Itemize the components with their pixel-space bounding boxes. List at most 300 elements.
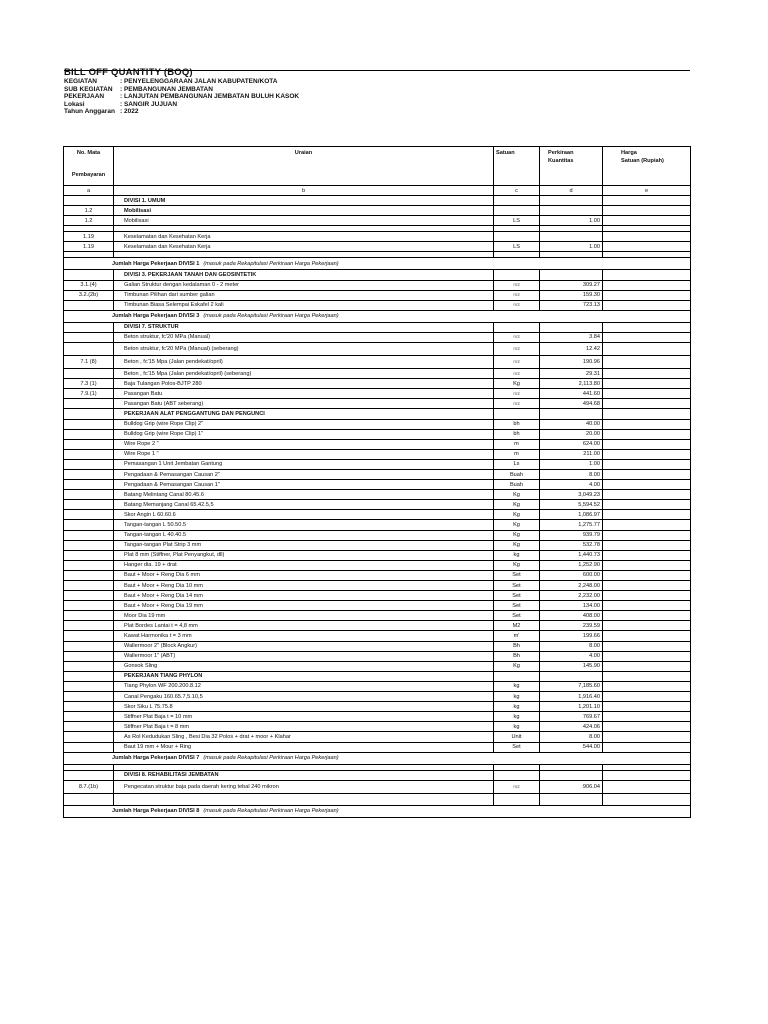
table-row — [64, 651, 691, 661]
item-number: 1.2 — [64, 206, 114, 216]
item-description: Wallermoor 1" (ABT) — [114, 651, 494, 661]
division-total-label: Jumlah Harga Pekerjaan DIVISI 1 — [112, 260, 200, 267]
item-unit: Kg — [494, 510, 540, 520]
item-number — [64, 449, 114, 459]
item-description: Pemasangan 1 Unit Jembatan Gantung — [114, 459, 494, 469]
item-unit-price — [603, 290, 691, 300]
item-description: Mobilisasi — [114, 206, 494, 216]
item-quantity: 424.06 — [540, 722, 603, 732]
item-description: Bulldog Grip (wire Rope Clip) 1" — [114, 429, 494, 439]
item-description: Beton struktur, fc'20 MPa (Manual) (seberang) — [114, 343, 494, 356]
item-quantity: 1,086.97 — [540, 510, 603, 520]
item-unit: m3 — [494, 356, 540, 369]
blank-row — [64, 793, 691, 805]
item-unit: m — [494, 439, 540, 449]
item-description: Tangan-tangan Plat Strip 3 mm — [114, 540, 494, 550]
item-unit-price — [603, 500, 691, 510]
item-description: Beton struktur, fc'20 MPa (Manual) — [114, 332, 494, 342]
item-unit-price — [603, 242, 691, 252]
item-unit: Set — [494, 611, 540, 621]
item-unit-price — [603, 530, 691, 540]
blank-cell — [114, 793, 494, 805]
item-unit-price — [603, 641, 691, 651]
item-number: 3.2.(2b) — [64, 290, 114, 300]
item-number — [64, 459, 114, 469]
item-unit: kg — [494, 702, 540, 712]
item-quantity: 159.30 — [540, 290, 603, 300]
header-field-label: PEKERJAAN — [64, 93, 105, 101]
item-number — [64, 692, 114, 702]
table-row — [64, 369, 691, 379]
item-unit: kg — [494, 712, 540, 722]
item-number — [64, 490, 114, 500]
item-description: Batang Memanjang Canal 65.42.5,5 — [114, 500, 494, 510]
item-description: Baut + Moor + Reng Dia 6 mm — [114, 570, 494, 580]
table-row — [64, 702, 691, 712]
item-unit: Bh — [494, 651, 540, 661]
item-quantity: 4.00 — [540, 651, 603, 661]
header-field-label: SUB KEGIATAN — [64, 85, 113, 93]
table-row — [64, 409, 691, 419]
item-description: Beton , fc'15 Mpa (Jalan pendekat/opril) (seberang) — [114, 369, 494, 379]
table-row — [64, 611, 691, 621]
item-unit: Kg — [494, 379, 540, 389]
item-number: 1.19 — [64, 232, 114, 242]
item-unit-price — [603, 702, 691, 712]
item-description: Tiang Phylon WF 200.200.8.12 — [114, 681, 494, 691]
table-row — [64, 570, 691, 580]
item-unit: bh — [494, 419, 540, 429]
item-unit-price — [603, 671, 691, 681]
table-row — [64, 322, 691, 332]
item-quantity: 1.00 — [540, 242, 603, 252]
item-description: Batang Melintang Canal 80.45.6 — [114, 490, 494, 500]
item-description: Wallermoor 2" (Block Angkur) — [114, 641, 494, 651]
item-unit-price — [603, 550, 691, 560]
item-quantity: 906.04 — [540, 780, 603, 793]
header-field-value: : PEMBANGUNAN JEMBATAN — [120, 85, 213, 93]
item-description: Skor Angin L 60.60.6 — [114, 510, 494, 520]
item-description: Hanger dia. 19 + drat — [114, 560, 494, 570]
item-quantity: 40.00 — [540, 419, 603, 429]
item-number — [64, 409, 114, 419]
item-quantity: 544.00 — [540, 742, 603, 752]
item-description: Timbunan Biasa Selempai Eskafel 2 kali — [114, 300, 494, 310]
table-row — [64, 712, 691, 722]
table-row — [64, 300, 691, 310]
item-unit-price — [603, 409, 691, 419]
item-unit-price — [603, 429, 691, 439]
header-field — [64, 86, 690, 94]
document-title: BILL OFF QUANTITY (BOQ) — [64, 67, 193, 78]
item-unit-price — [603, 722, 691, 732]
item-unit-price — [603, 601, 691, 611]
item-unit: Kg — [494, 490, 540, 500]
item-unit: kg — [494, 550, 540, 560]
division-total-row — [64, 752, 691, 764]
division-total-cell — [64, 310, 691, 322]
item-unit-price — [603, 419, 691, 429]
header-field-label: KEGIATAN — [64, 78, 97, 85]
item-unit-price — [603, 480, 691, 490]
item-unit — [494, 270, 540, 280]
division-total-row — [64, 805, 691, 817]
division-total-label: Jumlah Harga Pekerjaan DIVISI 8 — [112, 808, 200, 815]
item-unit-price — [603, 520, 691, 530]
table-row — [64, 681, 691, 691]
col-header-uraian: Uraian — [114, 147, 494, 186]
item-quantity: 239.59 — [540, 621, 603, 631]
item-unit-price — [603, 692, 691, 702]
item-number: 7.9.(1) — [64, 389, 114, 399]
item-unit-price — [603, 621, 691, 631]
item-unit-price — [603, 206, 691, 216]
item-unit: Set — [494, 601, 540, 611]
table-row — [64, 429, 691, 439]
table-header-row — [64, 147, 691, 186]
division-total-row — [64, 310, 691, 322]
header-field — [64, 93, 690, 101]
item-unit — [494, 206, 540, 216]
header-field-value: : 2022 — [120, 108, 139, 116]
item-description: Pengecatan struktur baja pada daerah kering tebal 240 mikron — [114, 780, 494, 793]
item-number: 3.1.(4) — [64, 280, 114, 290]
item-number — [64, 270, 114, 280]
item-number — [64, 681, 114, 691]
item-description: Mobilisasi — [114, 216, 494, 226]
item-quantity: 1,916.40 — [540, 692, 603, 702]
item-unit: Kg — [494, 560, 540, 570]
item-number — [64, 469, 114, 479]
item-description: Moor Dia 19 mm — [114, 611, 494, 621]
item-number — [64, 712, 114, 722]
table-row — [64, 530, 691, 540]
item-description: Plat 8 mm (Stiffner, Plat Penyangkut, dll) — [114, 550, 494, 560]
item-unit-price — [603, 540, 691, 550]
item-quantity — [540, 671, 603, 681]
header-field-value: : LANJUTAN PEMBANGUNAN JEMBATAN BULUH KASOK — [120, 93, 300, 101]
item-quantity: 29.31 — [540, 369, 603, 379]
item-number — [64, 369, 114, 379]
table-row — [64, 480, 691, 490]
item-quantity: 3,049.23 — [540, 490, 603, 500]
item-number — [64, 631, 114, 641]
item-unit-price — [603, 681, 691, 691]
item-description: Keselamatan dan Kesehatan Kerja — [114, 242, 494, 252]
item-number — [64, 641, 114, 651]
item-unit-price — [603, 459, 691, 469]
item-number — [64, 601, 114, 611]
item-unit: Set — [494, 570, 540, 580]
col-header-perkiraan: Perkiraan Kuantitas — [540, 147, 603, 186]
item-unit-price — [603, 742, 691, 752]
item-unit-price — [603, 232, 691, 242]
item-description: Plat Bordes Lantai t = 4,8 mm — [114, 621, 494, 631]
item-quantity: 5,594.52 — [540, 500, 603, 510]
item-quantity: 600.00 — [540, 570, 603, 580]
item-description: Stiffner Plat Baja t = 10 mm — [114, 712, 494, 722]
col-header-harga: Harga Satuan (Rupiah) — [603, 147, 691, 186]
item-quantity: 4.00 — [540, 480, 603, 490]
item-unit-price — [603, 490, 691, 500]
item-description: Baut + Moor + Reng Dia 10 mm — [114, 581, 494, 591]
item-quantity — [540, 232, 603, 242]
header-fields — [64, 78, 690, 116]
item-description: Bulldog Grip (wire Rope Clip) 2" — [114, 419, 494, 429]
item-unit-price — [603, 389, 691, 399]
item-quantity: 2,248.00 — [540, 581, 603, 591]
table-row — [64, 510, 691, 520]
blank-cell — [494, 793, 540, 805]
item-description: DIVISI 1. UMUM — [114, 196, 494, 206]
item-number: 7.1 (8) — [64, 356, 114, 369]
item-unit-price — [603, 300, 691, 310]
division-total-label: Jumlah Harga Pekerjaan DIVISI 7 — [112, 755, 200, 762]
item-description: Kawat Harmonika t = 3 mm — [114, 631, 494, 641]
table-row — [64, 591, 691, 601]
item-unit-price — [603, 560, 691, 570]
item-number — [64, 300, 114, 310]
item-number — [64, 540, 114, 550]
item-unit-price — [603, 581, 691, 591]
letter-a: a — [64, 186, 114, 196]
table-row — [64, 399, 691, 409]
item-description: DIVISI 8. REHABILITASI JEMBATAN — [114, 770, 494, 780]
item-number — [64, 439, 114, 449]
table-row — [64, 270, 691, 280]
table-row — [64, 661, 691, 671]
item-quantity: 939.79 — [540, 530, 603, 540]
item-unit-price — [603, 631, 691, 641]
division-total-row — [64, 258, 691, 270]
table-row — [64, 459, 691, 469]
item-quantity: 134.00 — [540, 601, 603, 611]
item-quantity: 441.60 — [540, 389, 603, 399]
item-unit: Set — [494, 742, 540, 752]
letter-c: c — [494, 186, 540, 196]
item-unit-price — [603, 651, 691, 661]
table-row — [64, 290, 691, 300]
item-unit: m3 — [494, 300, 540, 310]
item-number — [64, 570, 114, 580]
item-number — [64, 419, 114, 429]
blank-cell — [64, 793, 114, 805]
table-row — [64, 206, 691, 216]
item-unit: m3 — [494, 343, 540, 356]
header-field — [64, 78, 690, 86]
item-number — [64, 722, 114, 732]
item-description: Galian Struktur dengan kedalaman 0 - 2 meter — [114, 280, 494, 290]
item-unit-price — [603, 611, 691, 621]
division-total-label: Jumlah Harga Pekerjaan DIVISI 3 — [112, 313, 200, 320]
item-quantity: 1,275.77 — [540, 520, 603, 530]
item-number — [64, 770, 114, 780]
item-quantity: 3.84 — [540, 332, 603, 342]
table-row — [64, 389, 691, 399]
item-description: Pasangan Batu (ABT seberang) — [114, 399, 494, 409]
item-number — [64, 560, 114, 570]
table-row — [64, 332, 691, 342]
item-quantity: 1,440.73 — [540, 550, 603, 560]
item-number: 1.19 — [64, 242, 114, 252]
table-row — [64, 196, 691, 206]
item-quantity — [540, 409, 603, 419]
item-quantity: 190.96 — [540, 356, 603, 369]
letter-e: e — [603, 186, 691, 196]
header-field-value: : PENYELENGGARAAN JALAN KABUPATEN/KOTA — [120, 78, 278, 85]
item-unit: m3 — [494, 290, 540, 300]
item-unit — [494, 232, 540, 242]
item-quantity: 211.00 — [540, 449, 603, 459]
item-unit-price — [603, 770, 691, 780]
table-row — [64, 242, 691, 252]
division-total-cell — [64, 258, 691, 270]
item-description: Wire Rope 2 " — [114, 439, 494, 449]
blank-cell — [603, 793, 691, 805]
item-number — [64, 500, 114, 510]
item-description: Baut + Moor + Reng Dia 14 mm — [114, 591, 494, 601]
item-unit — [494, 671, 540, 681]
item-unit — [494, 196, 540, 206]
item-quantity: 2,232.00 — [540, 591, 603, 601]
table-row — [64, 722, 691, 732]
table-row — [64, 520, 691, 530]
table-row — [64, 280, 691, 290]
table-row — [64, 343, 691, 356]
item-unit: kg — [494, 722, 540, 732]
item-number — [64, 621, 114, 631]
item-quantity: 532.78 — [540, 540, 603, 550]
table-row — [64, 601, 691, 611]
item-unit: Buah — [494, 480, 540, 490]
table-row — [64, 469, 691, 479]
header-field-label: Lokasi — [64, 100, 85, 108]
item-number — [64, 702, 114, 712]
item-quantity: 145.90 — [540, 661, 603, 671]
item-quantity: 1.00 — [540, 216, 603, 226]
item-unit-price — [603, 591, 691, 601]
division-total-cell — [64, 752, 691, 764]
item-description: DIVISI 7. STRUKTUR — [114, 322, 494, 332]
item-description: Beton , fc'15 Mpa (Jalan pendekat/opril) — [114, 356, 494, 369]
table-row — [64, 490, 691, 500]
letter-d: d — [540, 186, 603, 196]
item-unit-price — [603, 712, 691, 722]
item-unit: m3 — [494, 280, 540, 290]
division-total-note: (masuk pada Rekapitulasi Perkiraan Harga Pekerjaan) — [203, 313, 339, 320]
item-unit: Kg — [494, 530, 540, 540]
table-row — [64, 500, 691, 510]
table-row — [64, 671, 691, 681]
item-unit-price — [603, 661, 691, 671]
item-quantity: 2,113.80 — [540, 379, 603, 389]
table-row — [64, 379, 691, 389]
item-unit-price — [603, 570, 691, 580]
item-unit: m3 — [494, 389, 540, 399]
header-field — [64, 101, 690, 109]
item-description: Canal Pengaku 160.65.7,5.10,5 — [114, 692, 494, 702]
item-quantity: 20.00 — [540, 429, 603, 439]
item-unit-price — [603, 449, 691, 459]
item-unit: Set — [494, 581, 540, 591]
item-unit: Ls — [494, 459, 540, 469]
item-number — [64, 611, 114, 621]
item-description: Baut + Moor + Reng Dia 19 mm — [114, 601, 494, 611]
item-number: 1.2 — [64, 216, 114, 226]
item-unit-price — [603, 732, 691, 742]
item-description: Wire Rope 1 " — [114, 449, 494, 459]
item-number — [64, 550, 114, 560]
item-quantity — [540, 270, 603, 280]
item-description: Stiffner Plat Baja t = 8 mm — [114, 722, 494, 732]
item-unit-price — [603, 216, 691, 226]
item-description: Pengadaan & Pemasangan Causan 2" — [114, 469, 494, 479]
item-description: Timbunan Pilihan dari sumber galian — [114, 290, 494, 300]
item-quantity: 494.68 — [540, 399, 603, 409]
item-quantity: 723.13 — [540, 300, 603, 310]
item-unit-price — [603, 780, 691, 793]
division-total-note: (masuk pada Rekapitulasi Perkiraan Harga Pekerjaan) — [203, 808, 339, 815]
item-unit: M2 — [494, 621, 540, 631]
header-field-value: : SANGIR JUJUAN — [120, 100, 178, 108]
item-description: Baja Tulangan Polos-BJTP 280 — [114, 379, 494, 389]
item-quantity — [540, 196, 603, 206]
item-unit-price — [603, 196, 691, 206]
item-unit: m3 — [494, 369, 540, 379]
item-number — [64, 732, 114, 742]
item-number — [64, 661, 114, 671]
col-header-no: No. Mata Pembayaran — [64, 147, 114, 186]
item-unit: LS — [494, 242, 540, 252]
item-number — [64, 399, 114, 409]
item-description: As Rol Kedudukan Sling , Besi Dia 32 Polos + drat + moor + Klahar — [114, 732, 494, 742]
item-quantity: 7,185.60 — [540, 681, 603, 691]
col-header-satuan: Satuan — [494, 147, 540, 186]
header-field — [64, 108, 690, 116]
item-description: Gonsok Sling — [114, 661, 494, 671]
item-unit: Kg — [494, 661, 540, 671]
item-number — [64, 742, 114, 752]
item-unit — [494, 322, 540, 332]
item-description: Tangan-tangan L 40.40.5 — [114, 530, 494, 540]
division-total-note: (masuk pada Rekapitulasi Perkiraan Harga Pekerjaan) — [203, 260, 339, 267]
item-description: Tangan-tangan L 50.50.5 — [114, 520, 494, 530]
table-row — [64, 621, 691, 631]
item-description: Keselamatan dan Kesehatan Kerja — [114, 232, 494, 242]
item-number — [64, 196, 114, 206]
item-unit-price — [603, 399, 691, 409]
item-number — [64, 429, 114, 439]
item-description: Pengadaan & Pemasangan Causan 1" — [114, 480, 494, 490]
item-description: Pasangan Batu — [114, 389, 494, 399]
item-quantity: 624.00 — [540, 439, 603, 449]
item-unit: Unit — [494, 732, 540, 742]
table-row — [64, 439, 691, 449]
item-unit: Kg — [494, 520, 540, 530]
table-row — [64, 780, 691, 793]
item-unit: bh — [494, 429, 540, 439]
item-quantity: 199.66 — [540, 631, 603, 641]
table-row — [64, 631, 691, 641]
item-description: PEKERJAAN ALAT PENGGANTUNG DAN PENGUNCI — [114, 409, 494, 419]
column-letter-row — [64, 186, 691, 196]
item-unit — [494, 409, 540, 419]
item-unit-price — [603, 369, 691, 379]
item-number: 7.3 (1) — [64, 379, 114, 389]
item-unit: m3 — [494, 332, 540, 342]
item-unit-price — [603, 439, 691, 449]
item-unit: m2 — [494, 780, 540, 793]
